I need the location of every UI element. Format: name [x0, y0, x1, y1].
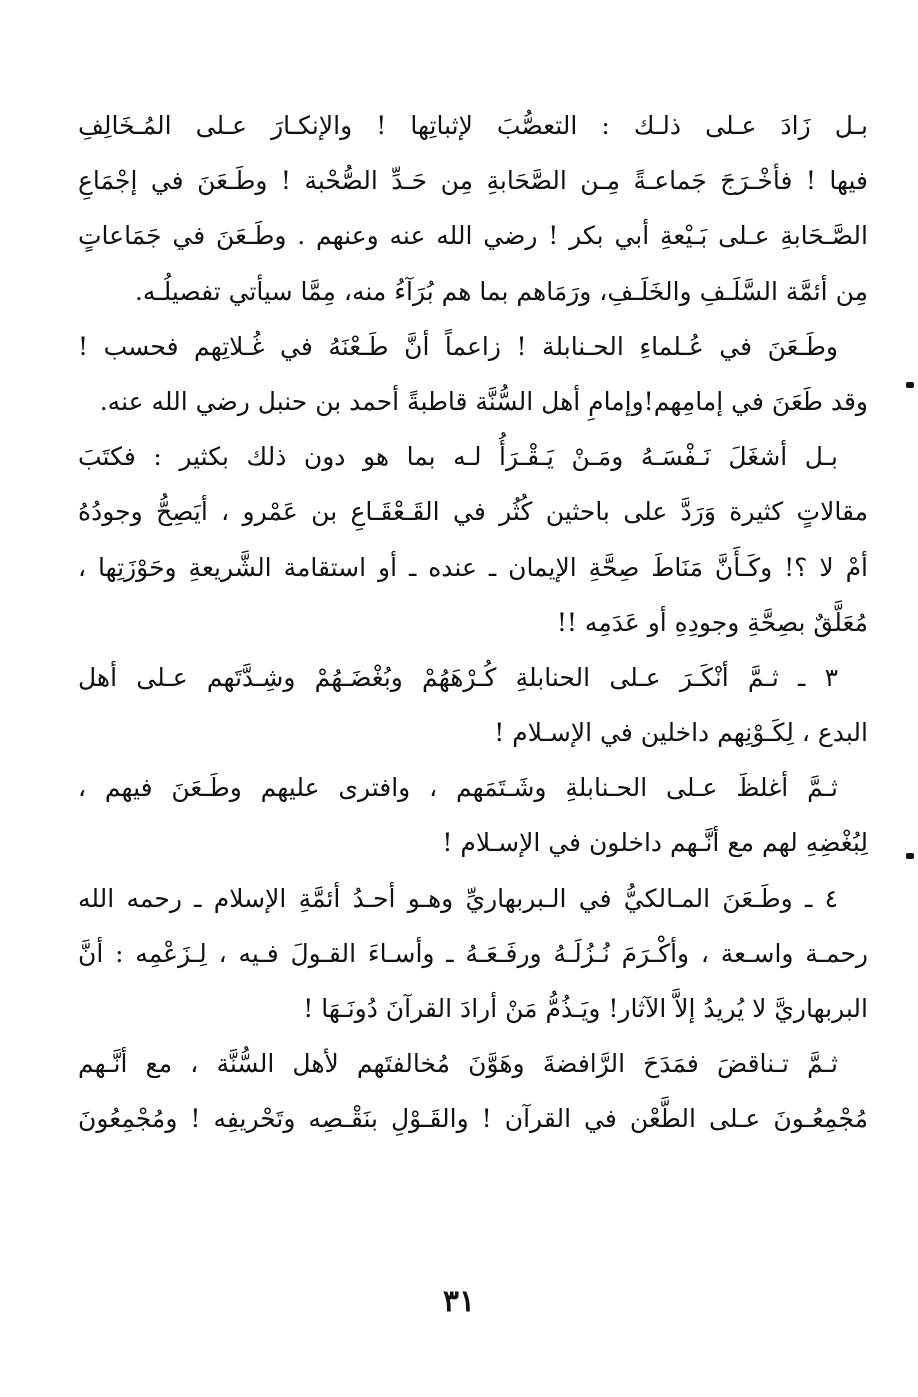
- text-line: مِن أئمَّة السَّلَـفِ والخَلَـفِ، ورَمَاهم بما هم بُرَآءُ منه، مِمَّا سيأتي تفصيلُـه.: [134, 276, 868, 306]
- text-line: فيها ! فأخْـرَجَ جَماعـةً مِـن الصَّحَابةِ مِن حَـدِّ الصُّحْبة ! وطَـعَنَ في إجْمَاعِ: [78, 166, 868, 196]
- text-line: وطَـعَنَ في عُـلماءِ الحـنابلة ! زاعماً أنَّ طَـعْنَهُ في غُـلاتِهم فحسب !: [78, 331, 838, 361]
- text-line: البدع ، لِكَـوْنِهم داخلين في الإسـلام !: [494, 718, 868, 748]
- page-body: [78, 98, 868, 1147]
- margin-mark: [906, 853, 914, 859]
- text-line: ٤ ـ وطَـعَنَ المـالكيُّ في الـبربهاريِّ وهـو أحـدُ أئمَّةِ الإسلام ـ رحمه الله: [78, 883, 838, 913]
- text-line: لِبُغْضِهِ لهم مع أنَّـهم داخلون في الإسـلام !: [442, 828, 868, 858]
- text-line: ٣ ـ ثـمَّ أنْكَـرَ عـلى الحنابلةِ كُـرْهَهُمْ وبُغْضَـهُمْ وشِـدَّتَهم عـلى أهل: [78, 662, 838, 692]
- paragraph-1: [78, 98, 868, 319]
- paragraph-6: [78, 871, 868, 1037]
- text-line: البربهاريَّ لا يُريدُ إلاَّ الآثار! ويَـذُمُّ مَنْ أرادَ القرآنَ دُونَـهَا !: [303, 994, 868, 1023]
- paragraph-3: [78, 429, 868, 650]
- margin-mark: [906, 382, 914, 388]
- text-line: بـل زَادَ عـلى ذلـك : التعصُّبَ لإثباتِها ! والإنكـارَ عـلى المُـخَالِفِ: [78, 111, 868, 140]
- text-line: ثـمَّ تـناقضَ فمَدَحَ الرَّافضةَ وهَوَّنَ مُخالفتَهم لأهل السُّنَّة ، مع أنَّـهم: [78, 1049, 838, 1079]
- text-line: ثـمَّ أغلظَ عـلى الحـنابلةِ وشَـتَمَهم ، وافترى عليهم وطَـعَنَ فيهم ،: [78, 773, 838, 803]
- paragraph-5: [78, 760, 868, 870]
- text-line: وقد طَعَنَ في إمامِهم!وإمامِ أهل السُّنَّة قاطبةً أحمد بن حنبل رضي الله عنه.: [99, 386, 868, 416]
- text-line: مُعَلَّقٌ بصِحَّةِ وجودِهِ أو عَدَمِه !!: [556, 607, 868, 637]
- paragraph-2: [78, 319, 868, 429]
- text-line: رحمـة واسـعة ، وأكْـرَمَ نُـزُلَـهُ ورفَـعَـهُ ـ وأسـاءَ القـولَ فـيه ، لِـزَعْمِه : أنَّ: [78, 938, 868, 968]
- paragraph-4: [78, 650, 868, 760]
- text-line: مُجْمِعُـونَ عـلى الطَّعْن في القرآن ! والقَـوْلِ بنَقْـصِه وتَحْريفِه ! ومُجْمِعُونَ: [78, 1104, 868, 1134]
- paragraph-7: [78, 1036, 868, 1146]
- text-line: بـل أشغَلَ نَـفْسَـهُ ومَـنْ يَـقْـرَأُ لـه بما هو دون ذلك بكثير : فكتَبَ: [78, 442, 838, 472]
- page-number: ٣١: [442, 1284, 476, 1319]
- text-line: مقالاتٍ كثيرة وَرَدَّ على باحثين كُثُر في القَـعْقَـاعِ بن عَمْرو ، أيَصِحُّ وجودُهُ: [78, 497, 868, 527]
- text-line: أمْ لا ؟! وكَـأَنَّ مَنَاطَ صِحَّةِ الإيمان ـ عنده ـ أو استقامة الشَّريعةِ وحَوْزَتِها ،: [78, 552, 868, 582]
- text-line: الصَّـحَابةِ عـلى بَـيْعةِ أبي بكر ! رضي الله عنه وعنهم . وطَـعَنَ في جَمَاعاتٍ: [78, 221, 868, 251]
